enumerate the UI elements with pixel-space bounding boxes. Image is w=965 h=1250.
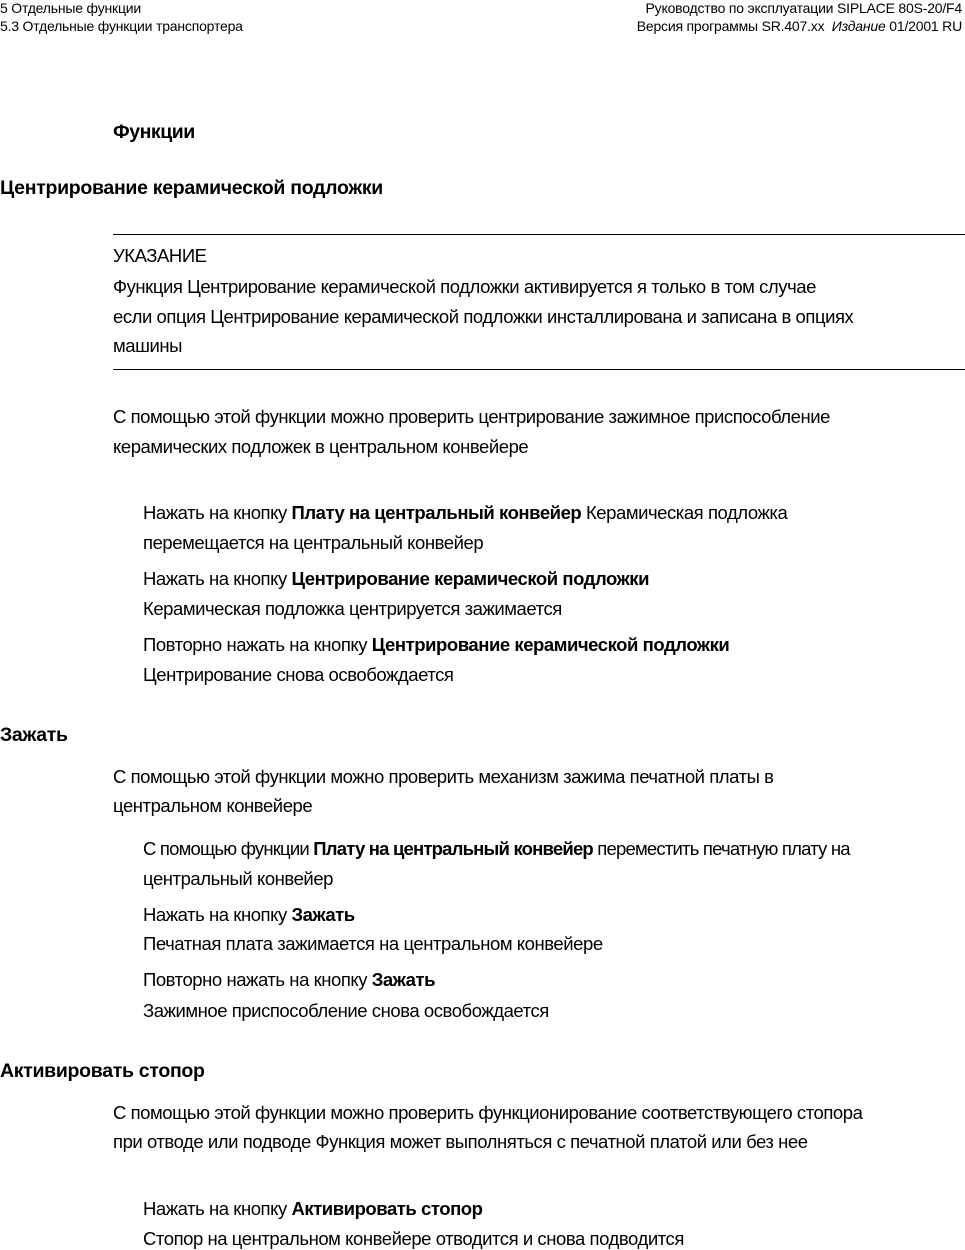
- intro-line: С помощью этой функции можно проверить центрирование зажимное приспособление: [113, 406, 830, 427]
- step-result: перемещается на центральный конвейер: [143, 532, 484, 553]
- step-result: Керамическая подложка центрируется зажимается: [143, 598, 562, 619]
- text-segment: Повторно нажать на кнопку: [143, 969, 372, 990]
- text-segment: Нажать на кнопку: [143, 502, 292, 523]
- header-section: 5.3 Отдельные функции транспортера: [0, 18, 243, 34]
- note-line: машины: [113, 335, 182, 356]
- button-name: Зажать: [291, 904, 355, 925]
- section-heading: Активировать стопор: [0, 1060, 205, 1082]
- button-name: Зажать: [371, 969, 436, 990]
- step-result: Печатная плата зажимается на центральном конвейере: [143, 933, 603, 954]
- version-label: Версия программы: [636, 18, 758, 34]
- intro-line: центральном конвейере: [113, 795, 313, 816]
- header-version-line: [637, 17, 962, 35]
- note-line: если опция Центрирование керамической подложки инсталлирована и записана в опциях: [113, 306, 854, 327]
- button-name: Плату на центральный конвейер: [313, 838, 593, 859]
- text-segment: Повторно нажать на кнопку: [143, 634, 372, 655]
- text-segment: переместить печатную плату на: [592, 838, 850, 859]
- header-manual: Руководство по эксплуатации SIPLACE 80S-20/F4: [645, 0, 962, 16]
- section-heading: Центрирование керамической подложки: [0, 177, 383, 199]
- step-result: Центрирование снова освобождается: [143, 664, 454, 685]
- step-instruction: [143, 1198, 483, 1220]
- note-label: УКАЗАНИЕ: [113, 245, 207, 266]
- edition-value: 01/2001 RU: [889, 18, 962, 34]
- step-instruction: [143, 502, 787, 524]
- step-instruction: [143, 568, 649, 590]
- button-name: Активировать стопор: [291, 1198, 483, 1219]
- intro-line: при отводе или подводе Функция может выполняться с печатной платой или без нее: [113, 1131, 808, 1152]
- text-segment: Нажать на кнопку: [143, 568, 292, 589]
- note-line: Функция Центрирование керамической подложки активируется я только в том случае: [113, 276, 816, 297]
- button-name: Центрирование керамической подложки: [371, 634, 730, 655]
- intro-line: С помощью этой функции можно проверить механизм зажима печатной платы в: [113, 766, 774, 787]
- header-chapter: 5 Отдельные функции: [0, 0, 142, 16]
- text-segment: С помощью функции: [143, 838, 314, 859]
- version-value: SR.407.xx: [761, 18, 825, 34]
- page-title: Функции: [113, 121, 195, 143]
- step-instruction: [143, 634, 729, 656]
- step-instruction: [143, 838, 850, 860]
- button-name: Плату на центральный конвейер: [291, 502, 582, 523]
- section-heading: Зажать: [0, 724, 68, 746]
- text-segment: Нажать на кнопку: [143, 1198, 292, 1219]
- intro-line: керамических подложек в центральном конвейере: [113, 436, 529, 457]
- step-instruction: [143, 969, 435, 991]
- intro-line: С помощью этой функции можно проверить функционирование соответствующего стопора: [113, 1102, 863, 1123]
- edition-label: Издание: [831, 18, 886, 34]
- step-result: Стопор на центральном конвейере отводится и снова подводится: [143, 1228, 684, 1249]
- note-bottom-rule: [113, 369, 965, 370]
- note-top-rule: [113, 234, 965, 235]
- text-segment: Нажать на кнопку: [143, 904, 292, 925]
- step-result: центральный конвейер: [143, 868, 333, 889]
- button-name: Центрирование керамической подложки: [291, 568, 650, 589]
- step-instruction: [143, 904, 355, 926]
- text-segment: Керамическая подложка: [581, 502, 788, 523]
- step-result: Зажимное приспособление снова освобождается: [143, 1000, 549, 1021]
